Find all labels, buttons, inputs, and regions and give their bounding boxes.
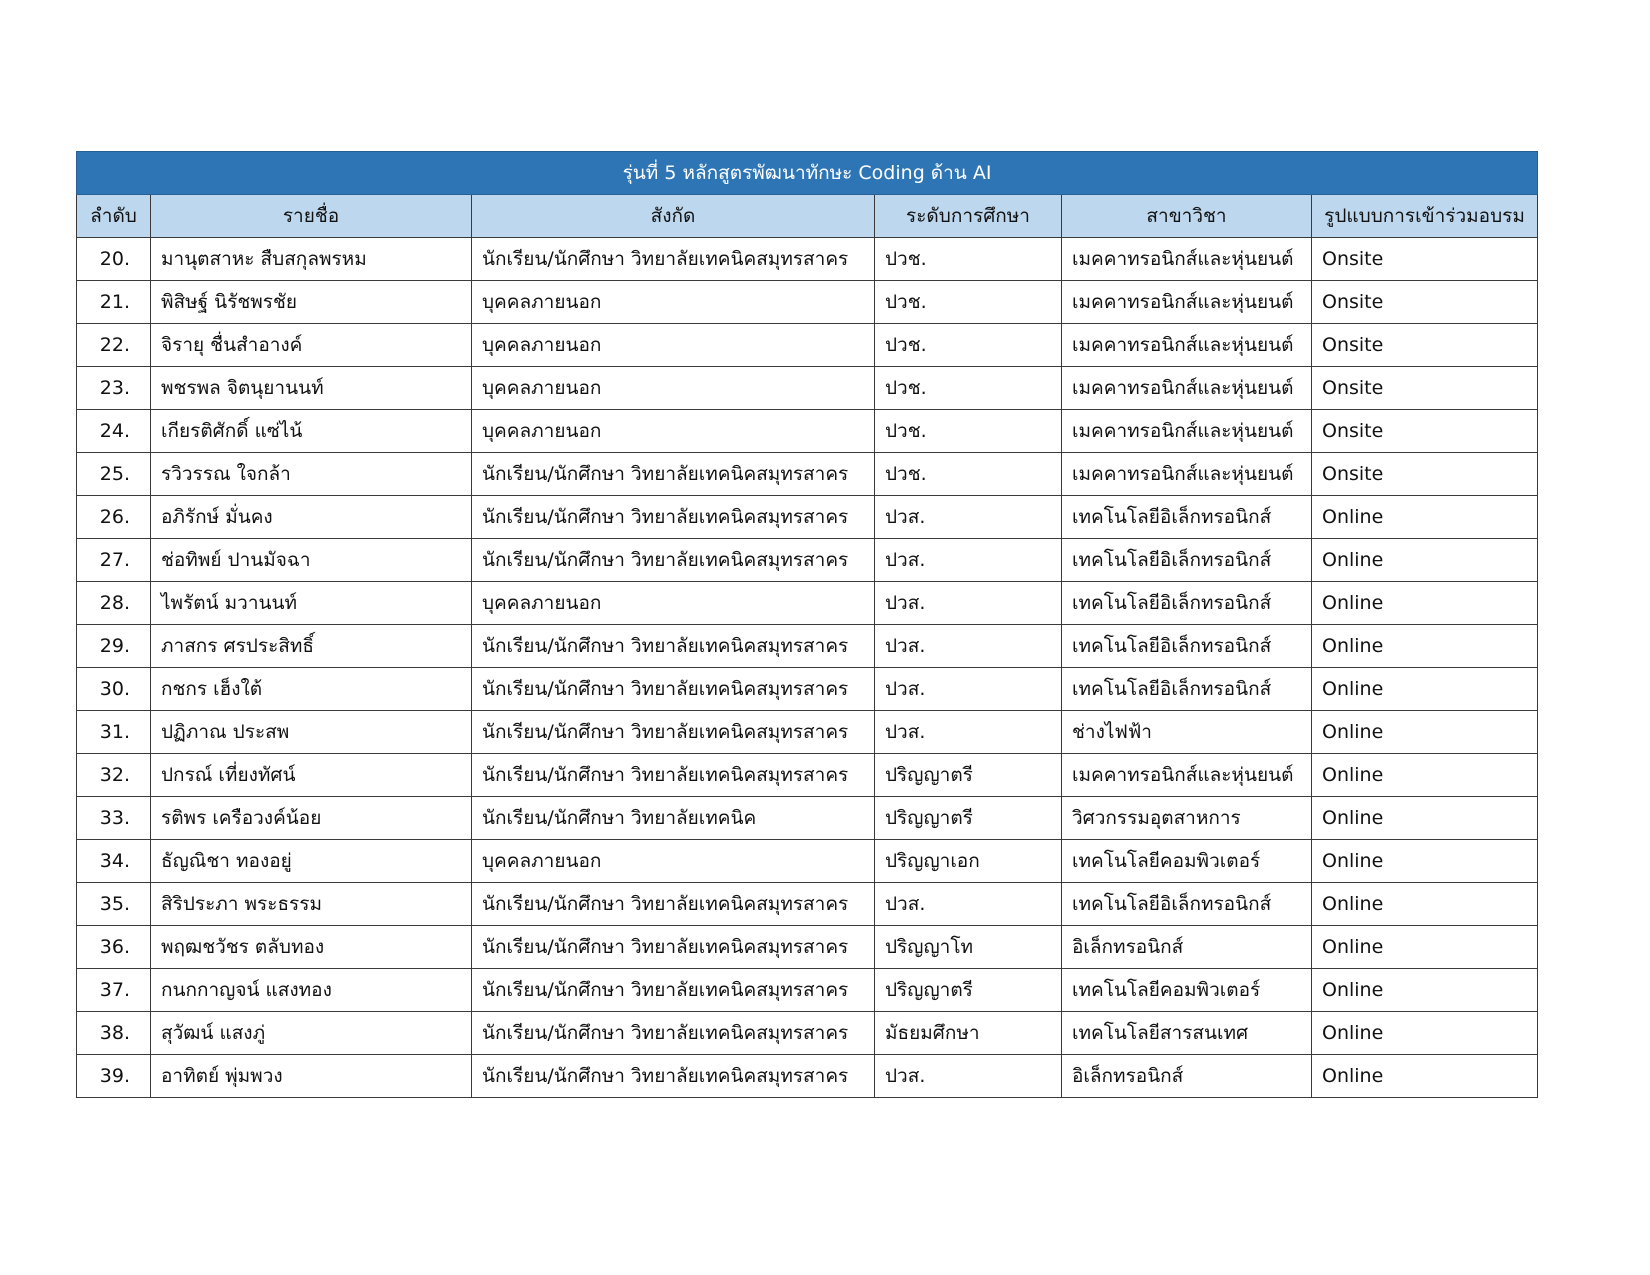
cell-major: เมคคาทรอนิกส์และหุ่นยนต์ — [1062, 281, 1312, 324]
cell-name: จิรายุ ชื่นสำอางค์ — [151, 324, 472, 367]
cell-name: กนกกาญจน์ แสงทอง — [151, 969, 472, 1012]
cell-education-level: ปวช. — [875, 324, 1062, 367]
cell-affiliation: นักเรียน/นักศึกษา วิทยาลัยเทคนิคสมุทรสาคร — [472, 1012, 875, 1055]
cell-education-level: ปวช. — [875, 453, 1062, 496]
cell-major: เทคโนโลยีคอมพิวเตอร์ — [1062, 840, 1312, 883]
cell-order: 39. — [77, 1055, 151, 1098]
cell-affiliation: นักเรียน/นักศึกษา วิทยาลัยเทคนิคสมุทรสาคร — [472, 754, 875, 797]
table-row — [77, 969, 1538, 1012]
table-title: รุ่นที่ 5 หลักสูตรพัฒนาทักษะ Coding ด้าน AI — [77, 152, 1538, 195]
cell-affiliation: บุคคลภายนอก — [472, 281, 875, 324]
table-row — [77, 625, 1538, 668]
cell-attendance-mode: Online — [1312, 582, 1538, 625]
cell-order: 23. — [77, 367, 151, 410]
cell-order: 22. — [77, 324, 151, 367]
cell-education-level: ปริญญาเอก — [875, 840, 1062, 883]
table-row — [77, 668, 1538, 711]
cell-attendance-mode: Online — [1312, 797, 1538, 840]
cell-name: รติพร เครือวงค์น้อย — [151, 797, 472, 840]
cell-major: เมคคาทรอนิกส์และหุ่นยนต์ — [1062, 754, 1312, 797]
cell-name: กชกร เฮ็งใต้ — [151, 668, 472, 711]
cell-attendance-mode: Onsite — [1312, 367, 1538, 410]
cell-education-level: ปวช. — [875, 410, 1062, 453]
cell-attendance-mode: Onsite — [1312, 238, 1538, 281]
table-row — [77, 324, 1538, 367]
cell-name: ไพรัตน์ มวานนท์ — [151, 582, 472, 625]
participant-table-sheet — [76, 151, 1537, 1098]
cell-major: เทคโนโลยีสารสนเทศ — [1062, 1012, 1312, 1055]
cell-affiliation: นักเรียน/นักศึกษา วิทยาลัยเทคนิคสมุทรสาคร — [472, 496, 875, 539]
cell-affiliation: นักเรียน/นักศึกษา วิทยาลัยเทคนิคสมุทรสาคร — [472, 668, 875, 711]
cell-name: ปฏิภาณ ประสพ — [151, 711, 472, 754]
cell-order: 37. — [77, 969, 151, 1012]
cell-name: ธัญณิชา ทองอยู่ — [151, 840, 472, 883]
cell-education-level: มัธยมศึกษา — [875, 1012, 1062, 1055]
table-header-row — [77, 195, 1538, 238]
table-row — [77, 582, 1538, 625]
cell-attendance-mode: Onsite — [1312, 453, 1538, 496]
table-row — [77, 539, 1538, 582]
cell-attendance-mode: Online — [1312, 840, 1538, 883]
cell-affiliation: บุคคลภายนอก — [472, 840, 875, 883]
cell-name: อภิรักษ์ มั่นคง — [151, 496, 472, 539]
cell-major: เทคโนโลยีอิเล็กทรอนิกส์ — [1062, 539, 1312, 582]
cell-education-level: ปวส. — [875, 711, 1062, 754]
cell-order: 20. — [77, 238, 151, 281]
cell-affiliation: นักเรียน/นักศึกษา วิทยาลัยเทคนิคสมุทรสาคร — [472, 711, 875, 754]
cell-name: สุวัฒน์ แสงภู่ — [151, 1012, 472, 1055]
column-header-name: รายชื่อ — [151, 195, 472, 238]
cell-affiliation: นักเรียน/นักศึกษา วิทยาลัยเทคนิคสมุทรสาคร — [472, 926, 875, 969]
cell-major: เทคโนโลยีอิเล็กทรอนิกส์ — [1062, 496, 1312, 539]
cell-education-level: ปวส. — [875, 496, 1062, 539]
cell-affiliation: นักเรียน/นักศึกษา วิทยาลัยเทคนิคสมุทรสาคร — [472, 539, 875, 582]
table-title-row — [77, 152, 1538, 195]
cell-education-level: ปริญญาตรี — [875, 797, 1062, 840]
cell-education-level: ปวส. — [875, 582, 1062, 625]
cell-affiliation: นักเรียน/นักศึกษา วิทยาลัยเทคนิคสมุทรสาคร — [472, 625, 875, 668]
cell-education-level: ปวส. — [875, 625, 1062, 668]
cell-affiliation: บุคคลภายนอก — [472, 324, 875, 367]
table-row — [77, 496, 1538, 539]
cell-attendance-mode: Online — [1312, 711, 1538, 754]
cell-attendance-mode: Online — [1312, 668, 1538, 711]
cell-attendance-mode: Online — [1312, 969, 1538, 1012]
cell-affiliation: นักเรียน/นักศึกษา วิทยาลัยเทคนิคสมุทรสาคร — [472, 969, 875, 1012]
cell-education-level: ปวส. — [875, 539, 1062, 582]
cell-order: 21. — [77, 281, 151, 324]
cell-order: 28. — [77, 582, 151, 625]
cell-order: 34. — [77, 840, 151, 883]
cell-major: ช่างไฟฟ้า — [1062, 711, 1312, 754]
cell-major: เมคคาทรอนิกส์และหุ่นยนต์ — [1062, 367, 1312, 410]
table-row — [77, 238, 1538, 281]
table-row — [77, 711, 1538, 754]
cell-affiliation: นักเรียน/นักศึกษา วิทยาลัยเทคนิคสมุทรสาคร — [472, 238, 875, 281]
cell-order: 36. — [77, 926, 151, 969]
column-header-attendance-mode: รูปแบบการเข้าร่วมอบรม — [1312, 195, 1538, 238]
cell-education-level: ปวส. — [875, 1055, 1062, 1098]
cell-name: ภาสกร ศรประสิทธิ์ — [151, 625, 472, 668]
cell-major: เทคโนโลยีคอมพิวเตอร์ — [1062, 969, 1312, 1012]
table-row — [77, 754, 1538, 797]
cell-attendance-mode: Online — [1312, 926, 1538, 969]
cell-order: 33. — [77, 797, 151, 840]
cell-major: เทคโนโลยีอิเล็กทรอนิกส์ — [1062, 625, 1312, 668]
column-header-order: ลำดับ — [77, 195, 151, 238]
cell-attendance-mode: Online — [1312, 1012, 1538, 1055]
table-row — [77, 926, 1538, 969]
cell-order: 30. — [77, 668, 151, 711]
cell-major: อิเล็กทรอนิกส์ — [1062, 1055, 1312, 1098]
table-row — [77, 797, 1538, 840]
cell-name: ช่อทิพย์ ปานมัจฉา — [151, 539, 472, 582]
cell-affiliation: บุคคลภายนอก — [472, 582, 875, 625]
cell-major: เทคโนโลยีอิเล็กทรอนิกส์ — [1062, 668, 1312, 711]
table-row — [77, 410, 1538, 453]
cell-major: เมคคาทรอนิกส์และหุ่นยนต์ — [1062, 410, 1312, 453]
table-row — [77, 453, 1538, 496]
cell-order: 31. — [77, 711, 151, 754]
cell-affiliation: นักเรียน/นักศึกษา วิทยาลัยเทคนิคสมุทรสาคร — [472, 883, 875, 926]
cell-education-level: ปวช. — [875, 238, 1062, 281]
cell-attendance-mode: Onsite — [1312, 281, 1538, 324]
cell-name: พชรพล จิตนุยานนท์ — [151, 367, 472, 410]
column-header-major: สาขาวิชา — [1062, 195, 1312, 238]
cell-major: อิเล็กทรอนิกส์ — [1062, 926, 1312, 969]
cell-attendance-mode: Online — [1312, 496, 1538, 539]
cell-order: 25. — [77, 453, 151, 496]
cell-attendance-mode: Onsite — [1312, 410, 1538, 453]
cell-affiliation: นักเรียน/นักศึกษา วิทยาลัยเทคนิคสมุทรสาคร — [472, 453, 875, 496]
cell-major: เทคโนโลยีอิเล็กทรอนิกส์ — [1062, 883, 1312, 926]
cell-education-level: ปริญญาตรี — [875, 969, 1062, 1012]
table-row — [77, 883, 1538, 926]
cell-major: เมคคาทรอนิกส์และหุ่นยนต์ — [1062, 238, 1312, 281]
column-header-affiliation: สังกัด — [472, 195, 875, 238]
column-header-education-level: ระดับการศึกษา — [875, 195, 1062, 238]
cell-affiliation: บุคคลภายนอก — [472, 410, 875, 453]
cell-attendance-mode: Online — [1312, 754, 1538, 797]
cell-order: 29. — [77, 625, 151, 668]
cell-education-level: ปริญญาโท — [875, 926, 1062, 969]
cell-major: เมคคาทรอนิกส์และหุ่นยนต์ — [1062, 453, 1312, 496]
cell-name: พิสิษฐ์ นิรัชพรชัย — [151, 281, 472, 324]
cell-order: 26. — [77, 496, 151, 539]
cell-education-level: ปวช. — [875, 281, 1062, 324]
cell-attendance-mode: Onsite — [1312, 324, 1538, 367]
cell-order: 38. — [77, 1012, 151, 1055]
cell-name: พฤฒชวัชร ตลับทอง — [151, 926, 472, 969]
cell-order: 35. — [77, 883, 151, 926]
cell-name: อาทิตย์ พุ่มพวง — [151, 1055, 472, 1098]
cell-education-level: ปวช. — [875, 367, 1062, 410]
cell-attendance-mode: Online — [1312, 883, 1538, 926]
participant-table — [76, 151, 1538, 1098]
cell-major: เมคคาทรอนิกส์และหุ่นยนต์ — [1062, 324, 1312, 367]
table-row — [77, 367, 1538, 410]
cell-major: เทคโนโลยีอิเล็กทรอนิกส์ — [1062, 582, 1312, 625]
cell-affiliation: นักเรียน/นักศึกษา วิทยาลัยเทคนิคสมุทรสาคร — [472, 1055, 875, 1098]
cell-attendance-mode: Online — [1312, 1055, 1538, 1098]
cell-name: มานุตสาหะ สืบสกุลพรหม — [151, 238, 472, 281]
table-body — [77, 238, 1538, 1098]
table-row — [77, 1055, 1538, 1098]
cell-major: วิศวกรรมอุตสาหการ — [1062, 797, 1312, 840]
cell-name: ปกรณ์ เที่ยงทัศน์ — [151, 754, 472, 797]
cell-education-level: ปวส. — [875, 883, 1062, 926]
table-row — [77, 1012, 1538, 1055]
cell-education-level: ปริญญาตรี — [875, 754, 1062, 797]
cell-name: รวิวรรณ ใจกล้า — [151, 453, 472, 496]
cell-order: 32. — [77, 754, 151, 797]
cell-attendance-mode: Online — [1312, 625, 1538, 668]
cell-education-level: ปวส. — [875, 668, 1062, 711]
cell-name: สิริประภา พระธรรม — [151, 883, 472, 926]
cell-order: 24. — [77, 410, 151, 453]
cell-order: 27. — [77, 539, 151, 582]
cell-affiliation: บุคคลภายนอก — [472, 367, 875, 410]
cell-affiliation: นักเรียน/นักศึกษา วิทยาลัยเทคนิค — [472, 797, 875, 840]
cell-name: เกียรติศักดิ์ แซ่ไน้ — [151, 410, 472, 453]
table-row — [77, 840, 1538, 883]
table-row — [77, 281, 1538, 324]
cell-attendance-mode: Online — [1312, 539, 1538, 582]
